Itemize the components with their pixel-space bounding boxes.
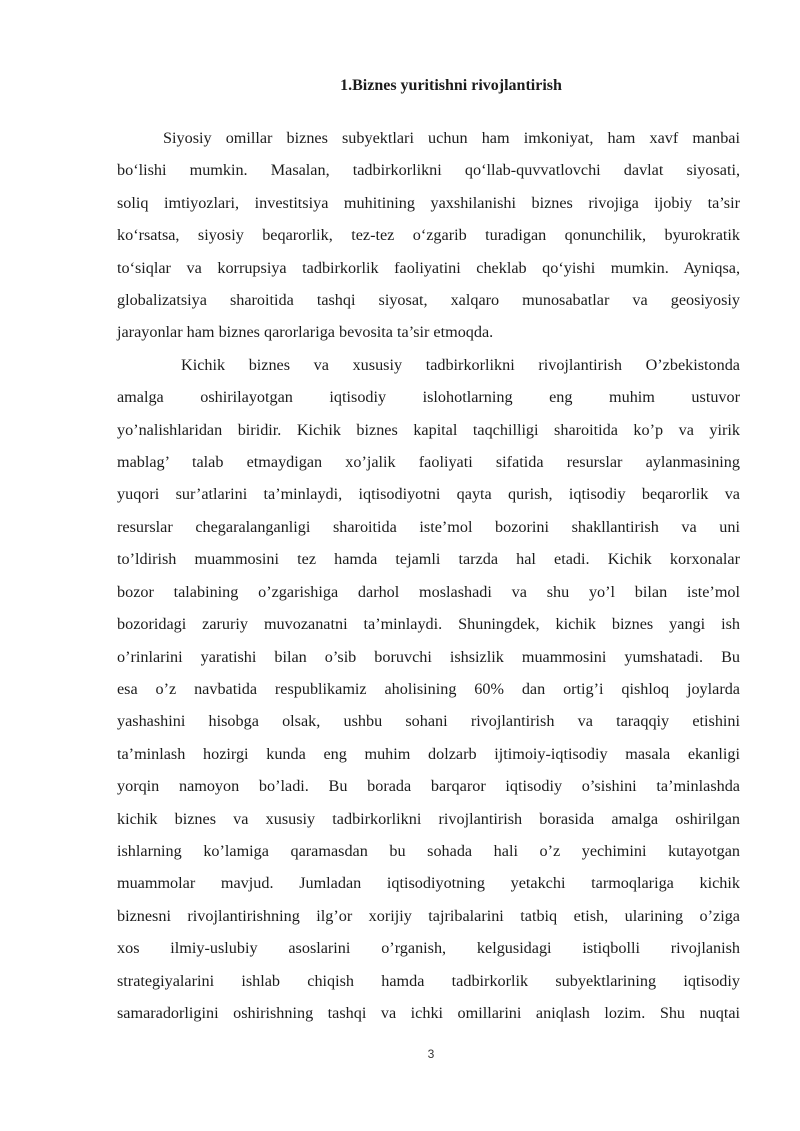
text-line: o’rinlarini yaratishi bilan o’sib boruvchi ishsizlik muammosini yumshatadi. Bu	[117, 647, 740, 666]
text-line: soliq imtiyozlari, investitsiya muhitining yaxshilanishi biznes rivojiga ijobiy ta’sir	[117, 193, 740, 212]
text-line: Siyosiy omillar biznes subyektlari uchun ham imkoniyat, ham xavf manbai	[163, 129, 740, 147]
text-line: bozoridagi zaruriy muvozanatni ta’minlaydi. Shuningdek, kichik biznes yangi ish	[117, 615, 740, 634]
paragraph-2	[117, 349, 740, 1030]
text-line: xos ilmiy-uslubiy asoslarini o’rganish, kelgusidagi istiqbolli rivojlanish	[117, 939, 740, 958]
text-line: to’ldirish muammosini tez hamda tejamli tarzda hal etadi. Kichik korxonalar	[117, 550, 740, 569]
text-line: to‘siqlar va korrupsiya tadbirkorlik faoliyatini cheklab qo‘yishi mumkin. Ayniqsa,	[117, 258, 740, 277]
page-number: 3	[427, 1047, 435, 1061]
text-line: ta’minlash hozirgi kunda eng muhim dolzarb ijtimoiy-iqtisodiy masala ekanligi	[117, 744, 740, 763]
paragraph-1	[117, 122, 740, 349]
text-line: kichik biznes va xususiy tadbirkorlikni rivojlantirish borasida amalga oshirilgan	[117, 809, 740, 828]
text-line: mablag’ talab etmaydigan xo’jalik faoliyati sifatida resurslar aylanmasining	[117, 453, 740, 472]
body-text	[117, 122, 740, 1029]
text-line: ko‘rsatsa, siyosiy beqarorlik, tez-tez o‘zgarib turadigan qonunchilik, byurokratik	[117, 226, 740, 245]
text-line: ishlarning ko’lamiga qaramasdan bu sohada hali o’z yechimini kutayotgan	[117, 841, 740, 860]
text-line: yuqori sur’atlarini ta’minlaydi, iqtisodiyotni qayta qurish, iqtisodiy beqarorlik va	[117, 485, 740, 504]
text-line: bo‘lishi mumkin. Masalan, tadbirkorlikni qo‘llab-quvvatlovchi davlat siyosati,	[117, 161, 740, 180]
text-line: Kichik biznes va xususiy tadbirkorlikni rivojlantirish O’zbekistonda	[181, 355, 740, 374]
text-line: biznesni rivojlantirishning ilg’or xorijiy tajribalarini tatbiq etish, ularining o’ziga	[117, 906, 740, 925]
text-line: samaradorligini oshirishning tashqi va ichki omillarini aniqlash lozim. Shu nuqtai	[117, 1003, 740, 1022]
text-line: yorqin namoyon bo’ladi. Bu borada barqaror iqtisodiy o’sishini ta’minlashda	[117, 777, 740, 796]
text-line: bozor talabining o’zgarishiga darhol moslashadi va shu yo’l bilan iste’mol	[117, 582, 740, 601]
text-line: esa o’z navbatida respublikamiz aholisining 60% dan ortig’i qishloq joylarda	[117, 679, 740, 698]
text-line: yashashini hisobga olsak, ushbu sohani rivojlantirish va taraqqiy etishini	[117, 712, 740, 731]
text-line: amalga oshirilayotgan iqtisodiy islohotlarning eng muhim ustuvor	[117, 388, 740, 407]
text-line: jarayonlar ham biznes qarorlariga bevosita ta’sir etmoqda.	[117, 323, 494, 342]
text-line: globalizatsiya sharoitida tashqi siyosat, xalqaro munosabatlar va geosiyosiy	[117, 291, 740, 310]
section-title: 1.Biznes yuritishni rivojlantirish	[340, 77, 562, 94]
text-line: muammolar mavjud. Jumladan iqtisodiyotning yetakchi tarmoqlariga kichik	[117, 874, 740, 893]
text-line: resurslar chegaralanganligi sharoitida iste’mol bozorini shakllantirish va uni	[117, 517, 740, 536]
text-line: yo’nalishlaridan biridir. Kichik biznes kapital taqchilligi sharoitida ko’p va yirik	[117, 420, 740, 439]
text-line: strategiyalarini ishlab chiqish hamda tadbirkorlik subyektlarining iqtisodiy	[117, 971, 740, 990]
